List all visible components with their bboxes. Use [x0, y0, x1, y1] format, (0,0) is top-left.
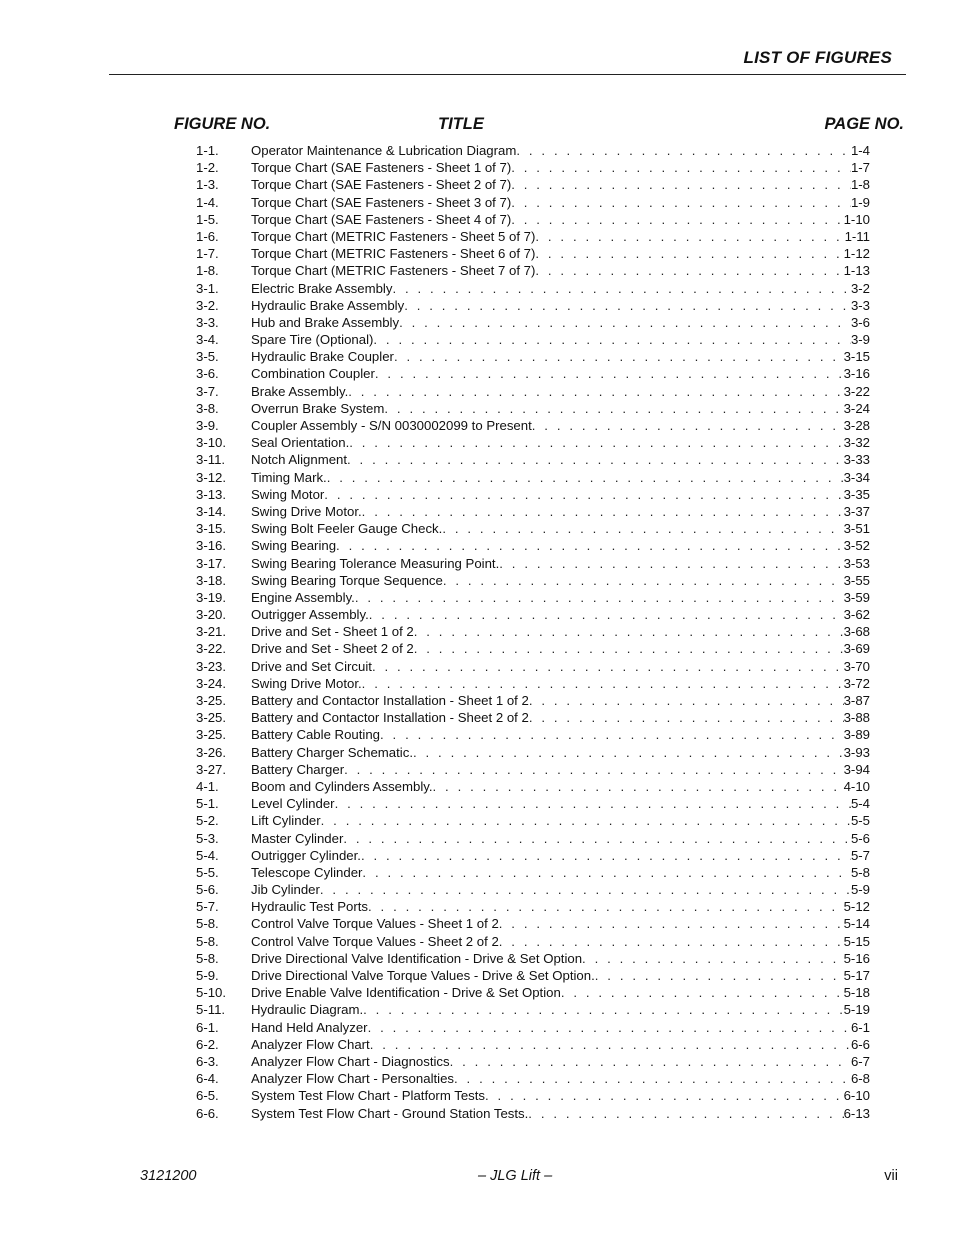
figure-title: Master Cylinder: [251, 830, 344, 846]
figure-page: 5-5: [850, 813, 870, 829]
dot-leader: [344, 761, 844, 778]
dot-leader: [433, 778, 844, 795]
figure-number: 3-12.: [196, 469, 227, 485]
dot-leader: [327, 469, 844, 486]
figure-title: Analyzer Flow Chart - Diagnostics: [251, 1053, 450, 1069]
list-item: [196, 176, 870, 193]
figure-number: 5-5.: [196, 864, 219, 880]
figure-page: 5-14: [843, 916, 870, 932]
figure-page: 3-28: [843, 418, 870, 433]
figure-page: 3-72: [843, 675, 870, 691]
dot-leader: [392, 280, 850, 297]
figure-title: Jib Cylinder: [251, 882, 320, 898]
dot-leader: [454, 1070, 851, 1087]
figure-number: 3-10.: [196, 435, 227, 451]
dot-leader: [394, 348, 844, 365]
figure-page: 3-3: [850, 297, 870, 313]
figure-title: Outrigger Assembly.: [251, 607, 369, 623]
list-item: [196, 434, 870, 451]
figure-page: 6-13: [843, 1105, 870, 1121]
figure-number: 4-1.: [196, 778, 219, 794]
figure-page: 6-10: [843, 1088, 870, 1104]
figure-title: Hydraulic Test Ports: [251, 899, 369, 915]
figure-title: Overrun Brake System: [251, 400, 385, 416]
dot-leader: [582, 950, 844, 967]
figure-page: 3-55: [843, 572, 870, 588]
dot-leader: [335, 795, 851, 812]
figure-page: 3-51: [843, 521, 870, 537]
dot-leader: [499, 555, 843, 572]
figure-number: 3-22.: [196, 641, 227, 657]
list-item: [196, 211, 870, 228]
figure-title: Engine Assembly.: [251, 589, 355, 605]
figure-title: Control Valve Torque Values - Sheet 2 of 2: [251, 933, 499, 949]
figure-page: 3-69: [843, 641, 870, 657]
figure-number: 1-3.: [196, 177, 219, 193]
figure-title: Notch Alignment: [251, 452, 348, 468]
list-item: [196, 933, 870, 950]
dot-leader: [348, 383, 843, 400]
figure-page: 3-59: [843, 589, 870, 605]
list-item: [196, 812, 870, 829]
header-divider: [109, 74, 906, 75]
figure-page: 3-33: [843, 452, 870, 468]
list-item: [196, 864, 870, 881]
dot-leader: [372, 658, 844, 675]
figure-page: 1-9: [850, 194, 870, 210]
figure-page: 1-4: [850, 143, 870, 158]
list-item: [196, 400, 870, 417]
dot-leader: [320, 881, 851, 898]
dot-leader: [355, 589, 844, 606]
list-item: [196, 1105, 870, 1122]
figure-number: 3-8.: [196, 400, 219, 416]
figure-page: 4-10: [843, 778, 870, 794]
dot-leader: [535, 262, 843, 279]
list-item: [196, 348, 870, 365]
list-item: [196, 297, 870, 314]
dot-leader: [485, 1087, 844, 1104]
figure-title: Combination Coupler: [251, 366, 375, 382]
figure-title: System Test Flow Chart - Ground Station Tests.: [251, 1105, 529, 1121]
figure-title: Battery and Contactor Installation - Sheet 1 of 2: [251, 693, 529, 708]
list-item: [196, 365, 870, 382]
figure-page: 5-12: [843, 899, 870, 915]
figure-number: 3-26.: [196, 744, 227, 760]
dot-leader: [511, 176, 851, 193]
figure-title: Hand Held Analyzer: [251, 1019, 368, 1035]
figure-title: Lift Cylinder: [251, 813, 321, 829]
figure-page: 6-8: [850, 1071, 870, 1087]
page-header-title: LIST OF FIGURES: [743, 48, 892, 67]
list-item: [196, 915, 870, 932]
figure-title: Level Cylinder: [251, 796, 335, 812]
list-item: [196, 675, 870, 692]
figure-number: 3-4.: [196, 332, 219, 348]
figure-title: Operator Maintenance & Lubrication Diagram: [251, 143, 517, 158]
figure-title: Brake Assembly.: [251, 383, 349, 399]
list-item: [196, 984, 870, 1001]
dot-leader: [499, 915, 844, 932]
figure-page: 5-18: [843, 985, 870, 1001]
figure-number: 6-2.: [196, 1036, 219, 1052]
figure-title: Spare Tire (Optional): [251, 332, 374, 348]
dot-leader: [535, 245, 843, 262]
figure-title: Torque Chart (METRIC Fasteners - Sheet 7 of 7): [251, 263, 536, 279]
figure-number: 5-8.: [196, 950, 219, 966]
figure-page: 6-1: [850, 1019, 870, 1035]
figure-number: 3-17.: [196, 555, 227, 571]
dot-leader: [324, 486, 843, 503]
figure-page: 3-52: [843, 538, 870, 554]
figure-number: 3-15.: [196, 521, 227, 537]
figure-page: 1-7: [850, 160, 870, 176]
figure-title: Analyzer Flow Chart: [251, 1036, 370, 1052]
figure-number: 1-8.: [196, 263, 219, 279]
figure-page: 3-6: [850, 314, 870, 330]
figure-number: 3-18.: [196, 572, 227, 588]
figure-number: 6-4.: [196, 1071, 219, 1087]
figure-page: 3-15: [843, 349, 870, 365]
dot-leader: [413, 744, 844, 761]
figure-title: Swing Bearing: [251, 538, 337, 554]
dot-leader: [516, 142, 851, 159]
figure-title: Swing Motor: [251, 486, 325, 502]
figure-page: 3-2: [850, 280, 870, 296]
dot-leader: [535, 228, 844, 245]
figure-number: 5-9.: [196, 968, 219, 983]
dot-leader: [370, 1036, 851, 1053]
figure-number: 1-6.: [196, 228, 219, 244]
list-item: [196, 795, 870, 812]
dot-leader: [343, 830, 851, 847]
figure-title: Torque Chart (SAE Fasteners - Sheet 4 of 7): [251, 211, 512, 227]
list-item: [196, 1001, 870, 1018]
figure-page: 6-7: [850, 1053, 870, 1069]
dot-leader: [414, 623, 844, 640]
figure-page: 6-6: [850, 1036, 870, 1052]
figure-title: Drive and Set - Sheet 2 of 2: [251, 641, 414, 657]
figure-number: 3-16.: [196, 538, 227, 554]
figure-number: 3-2.: [196, 297, 219, 313]
figure-title: Control Valve Torque Values - Sheet 1 of 2: [251, 916, 499, 932]
figure-number: 5-6.: [196, 882, 219, 898]
figure-number: 3-7.: [196, 383, 219, 399]
dot-leader: [368, 898, 844, 915]
dot-leader: [384, 400, 843, 417]
list-item: [196, 262, 870, 279]
figure-number: 3-5.: [196, 349, 219, 365]
figure-number: 6-3.: [196, 1053, 219, 1069]
dot-leader: [511, 194, 851, 211]
dot-leader: [442, 520, 843, 537]
list-item: [196, 589, 870, 606]
footer-doc-number: 3121200: [140, 1168, 197, 1184]
list-item: [196, 469, 870, 486]
dot-leader: [347, 451, 844, 468]
figure-number: 3-25.: [196, 727, 227, 743]
dot-leader: [528, 1105, 843, 1122]
dot-leader: [414, 640, 844, 657]
dot-leader: [336, 537, 844, 554]
figure-title: System Test Flow Chart - Platform Tests: [251, 1088, 486, 1104]
figure-number: 3-9.: [196, 418, 219, 433]
list-item: [196, 537, 870, 554]
list-item: [196, 1019, 870, 1036]
figure-number: 3-11.: [196, 452, 226, 468]
list-item: [196, 417, 870, 434]
list-item: [196, 451, 870, 468]
figure-page: 3-89: [843, 727, 870, 743]
figure-title: Swing Bearing Tolerance Measuring Point.: [251, 555, 500, 571]
figure-page: 5-15: [843, 933, 870, 949]
figure-number: 3-21.: [196, 624, 227, 640]
dot-leader: [529, 692, 844, 709]
footer-publisher: – JLG Lift –: [478, 1168, 553, 1184]
figure-number: 3-14.: [196, 503, 227, 519]
dot-leader: [349, 434, 843, 451]
figure-page: 5-8: [850, 864, 870, 880]
dot-leader: [373, 331, 851, 348]
figure-page: 3-68: [843, 624, 870, 640]
list-item: [196, 967, 870, 984]
figure-page: 3-53: [843, 555, 870, 571]
figure-page: 5-19: [843, 1002, 870, 1018]
list-item: [196, 142, 870, 159]
figure-page: 1-13: [843, 263, 870, 279]
figure-title: Battery Charger Schematic.: [251, 744, 413, 760]
figure-number: 5-1.: [196, 796, 219, 812]
figure-page: 3-9: [850, 332, 870, 348]
figure-number: 6-5.: [196, 1088, 219, 1104]
figure-number: 3-3.: [196, 314, 219, 330]
figure-title: Boom and Cylinders Assembly.: [251, 778, 433, 794]
figure-title: Drive Directional Valve Identification - Drive & Set Option: [251, 950, 583, 966]
figure-number: 3-19.: [196, 589, 227, 605]
figure-title: Torque Chart (SAE Fasteners - Sheet 2 of 7): [251, 177, 512, 193]
figure-page: 1-12: [843, 246, 870, 262]
figure-title: Hydraulic Diagram.: [251, 1002, 364, 1018]
list-item: [196, 1087, 870, 1104]
figure-page: 5-7: [850, 847, 870, 863]
figure-title: Electric Brake Assembly: [251, 280, 393, 296]
figure-number: 1-4.: [196, 194, 219, 210]
figure-title: Battery Cable Routing: [251, 727, 381, 743]
figure-number: 3-13.: [196, 486, 227, 502]
figure-page: 1-10: [843, 211, 870, 227]
list-item: [196, 159, 870, 176]
figure-title: Hub and Brake Assembly: [251, 314, 400, 330]
column-header-figure-no: FIGURE NO.: [174, 115, 271, 133]
list-item: [196, 486, 870, 503]
figure-number: 5-3.: [196, 830, 219, 846]
figure-title: Drive Directional Valve Torque Values - Drive & Set Option.: [251, 968, 595, 983]
figure-number: 5-8.: [196, 933, 219, 949]
list-item: [196, 1036, 870, 1053]
figure-page: 3-94: [843, 761, 870, 777]
dot-leader: [363, 1001, 843, 1018]
list-item: [196, 555, 870, 572]
figure-number: 5-4.: [196, 847, 219, 863]
figure-page: 1-8: [850, 177, 870, 193]
dot-leader: [375, 365, 844, 382]
list-item: [196, 623, 870, 640]
list-item: [196, 572, 870, 589]
figure-page: 5-16: [843, 950, 870, 966]
figure-title: Battery Charger: [251, 761, 345, 777]
dot-leader: [362, 675, 844, 692]
list-item: [196, 520, 870, 537]
list-item: [196, 726, 870, 743]
dot-leader: [532, 417, 844, 434]
figure-page: 3-87: [843, 693, 870, 708]
figure-title: Battery and Contactor Installation - Sheet 2 of 2: [251, 710, 529, 726]
figure-title: Coupler Assembly - S/N 0030002099 to Present: [251, 418, 532, 433]
figure-number: 5-2.: [196, 813, 219, 829]
dot-leader: [561, 984, 844, 1001]
figure-title: Timing Mark.: [251, 469, 327, 485]
figure-page: 3-16: [843, 366, 870, 382]
dot-leader: [362, 503, 844, 520]
list-item: [196, 950, 870, 967]
figure-page: 3-22: [843, 383, 870, 399]
list-item: [196, 761, 870, 778]
figure-title: Torque Chart (SAE Fasteners - Sheet 3 of 7): [251, 194, 512, 210]
figure-title: Swing Bearing Torque Sequence: [251, 572, 443, 588]
figure-list: [196, 142, 870, 1122]
figure-title: Torque Chart (SAE Fasteners - Sheet 1 of 7): [251, 160, 512, 176]
dot-leader: [380, 726, 844, 743]
figure-page: 1-11: [844, 228, 870, 244]
figure-number: 3-25.: [196, 693, 227, 708]
column-header-page-no: PAGE NO.: [824, 115, 904, 133]
list-item: [196, 709, 870, 726]
figure-title: Swing Bolt Feeler Gauge Check.: [251, 521, 443, 537]
figure-page: 3-34: [843, 469, 870, 485]
figure-title: Analyzer Flow Chart - Personalties: [251, 1071, 455, 1087]
list-item: [196, 881, 870, 898]
dot-leader: [369, 606, 844, 623]
figure-title: Swing Drive Motor.: [251, 675, 362, 691]
figure-page: 3-70: [843, 658, 870, 674]
figure-page: 3-32: [843, 435, 870, 451]
figure-title: Torque Chart (METRIC Fasteners - Sheet 5 of 7): [251, 228, 536, 244]
list-item: [196, 228, 870, 245]
dot-leader: [595, 967, 844, 984]
dot-leader: [362, 864, 851, 881]
list-item: [196, 830, 870, 847]
figure-page: 3-93: [843, 744, 870, 760]
figure-number: 3-6.: [196, 366, 219, 382]
figure-page: 3-37: [843, 503, 870, 519]
figure-title: Hydraulic Brake Assembly: [251, 297, 405, 313]
list-item: [196, 331, 870, 348]
figure-page: 5-17: [843, 968, 870, 983]
dot-leader: [443, 572, 844, 589]
dot-leader: [399, 314, 851, 331]
list-item: [196, 245, 870, 262]
list-item: [196, 640, 870, 657]
list-item: [196, 606, 870, 623]
figure-number: 3-25.: [196, 710, 227, 726]
footer-page-number: vii: [884, 1168, 898, 1184]
dot-leader: [511, 211, 843, 228]
figure-page: 3-62: [843, 607, 870, 623]
dot-leader: [321, 812, 851, 829]
figure-title: Swing Drive Motor.: [251, 503, 362, 519]
figure-number: 3-27.: [196, 761, 227, 777]
figure-number: 1-2.: [196, 160, 219, 176]
figure-number: 6-1.: [196, 1019, 219, 1035]
column-header-title: TITLE: [438, 115, 484, 133]
list-item: [196, 314, 870, 331]
list-item: [196, 280, 870, 297]
figure-title: Drive and Set Circuit: [251, 658, 372, 674]
figure-page: 3-24: [843, 400, 870, 416]
list-item: [196, 1070, 870, 1087]
dot-leader: [529, 709, 844, 726]
dot-leader: [511, 159, 851, 176]
figure-number: 5-7.: [196, 899, 219, 915]
figure-number: 6-6.: [196, 1105, 219, 1121]
list-item: [196, 744, 870, 761]
list-item: [196, 658, 870, 675]
figure-title: Drive Enable Valve Identification - Drive & Set Option: [251, 985, 561, 1001]
figure-number: 3-20.: [196, 607, 227, 623]
figure-number: 3-23.: [196, 658, 227, 674]
figure-title: Seal Orientation.: [251, 435, 350, 451]
list-item: [196, 898, 870, 915]
figure-title: Outrigger Cylinder.: [251, 847, 361, 863]
figure-number: 5-8.: [196, 916, 219, 932]
dot-leader: [499, 933, 844, 950]
list-item: [196, 692, 870, 709]
figure-page: 3-35: [843, 486, 870, 502]
list-item: [196, 1053, 870, 1070]
figure-title: Torque Chart (METRIC Fasteners - Sheet 6 of 7): [251, 246, 536, 262]
dot-leader: [368, 1019, 851, 1036]
figure-title: Telescope Cylinder: [251, 864, 363, 880]
figure-page: 5-9: [850, 882, 870, 898]
figure-page: 5-4: [850, 796, 870, 812]
figure-number: 1-7.: [196, 246, 219, 262]
figure-number: 5-11.: [196, 1002, 226, 1018]
figure-number: 1-5.: [196, 211, 219, 227]
list-item: [196, 778, 870, 795]
figure-title: Drive and Set - Sheet 1 of 2: [251, 624, 414, 640]
figure-number: 1-1.: [196, 143, 219, 158]
figure-page: 5-6: [850, 830, 870, 846]
figure-number: 5-10.: [196, 985, 227, 1001]
list-item: [196, 847, 870, 864]
list-item: [196, 503, 870, 520]
figure-number: 3-1.: [196, 280, 219, 296]
list-item: [196, 194, 870, 211]
figure-title: Hydraulic Brake Coupler: [251, 349, 394, 365]
figure-number: 3-24.: [196, 675, 227, 691]
dot-leader: [361, 847, 851, 864]
figure-page: 3-88: [843, 710, 870, 726]
list-item: [196, 383, 870, 400]
dot-leader: [450, 1053, 851, 1070]
dot-leader: [404, 297, 851, 314]
